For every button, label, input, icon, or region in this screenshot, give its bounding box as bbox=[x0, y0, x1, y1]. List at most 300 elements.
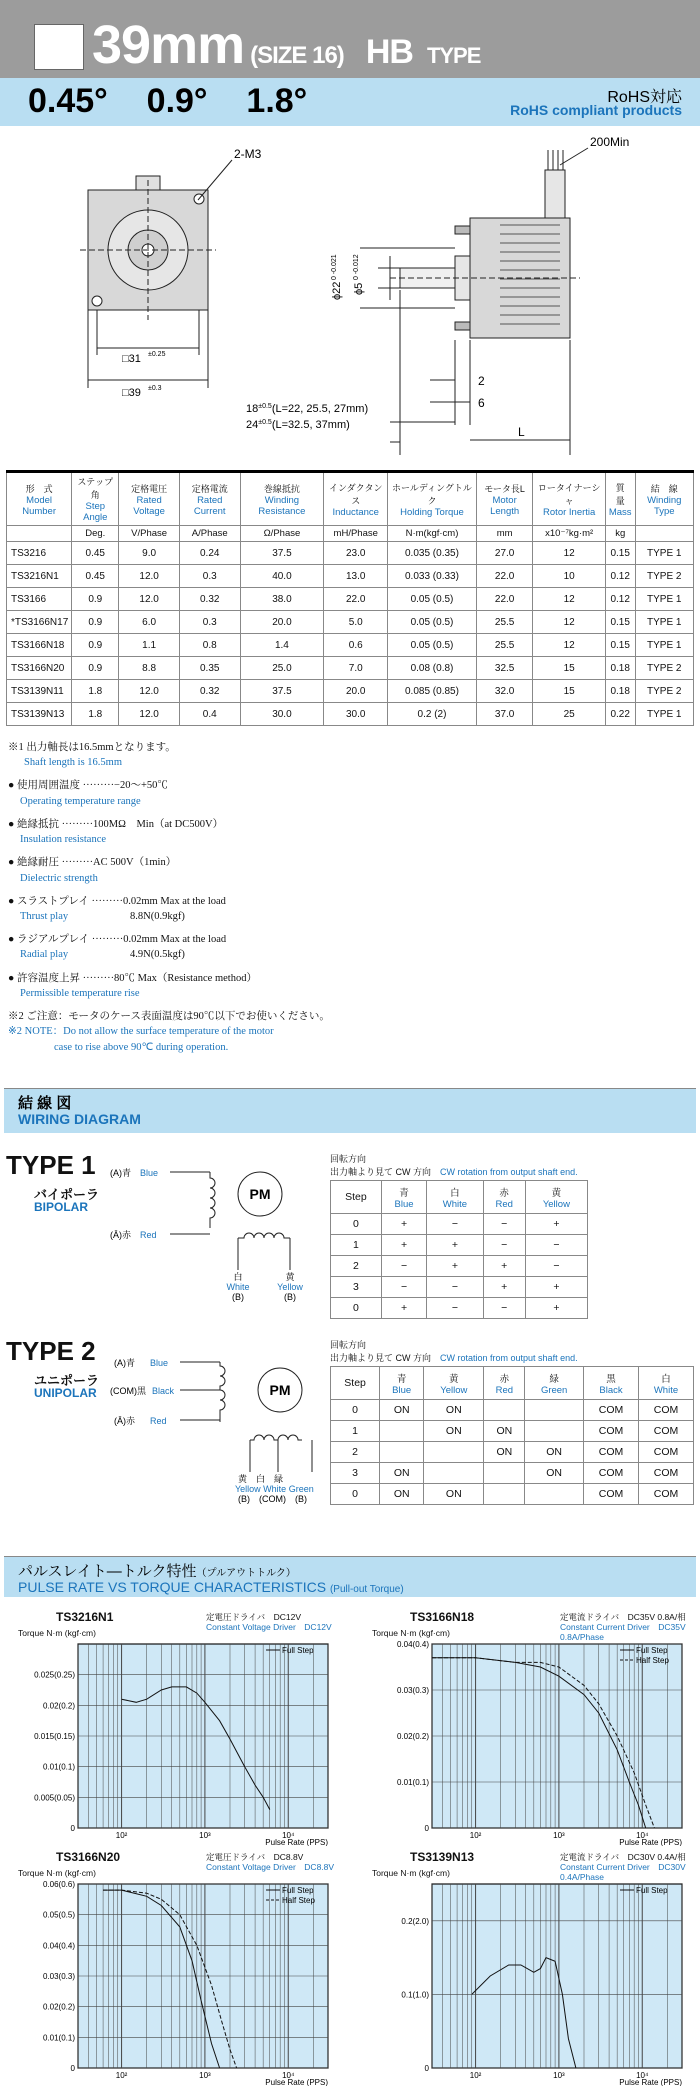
wire-color-jp: 青 bbox=[396, 1373, 407, 1385]
type-suffix: TYPE bbox=[426, 43, 481, 68]
note-radial-en: Radial play bbox=[20, 949, 69, 961]
spec-cell: 37.5 bbox=[240, 680, 324, 703]
legend-label: Full Step bbox=[282, 1646, 314, 1655]
note-caution-en1: ※2 NOTE：Do not allow the surface temperature of the motor bbox=[8, 1026, 274, 1038]
model-number-cell: TS3166N20 bbox=[7, 657, 72, 680]
legend-label: Half Step bbox=[282, 1896, 315, 1905]
header-jp: 質 量 bbox=[615, 482, 634, 506]
spec-cell: 25.0 bbox=[240, 657, 324, 680]
spec-cell: 32.5 bbox=[476, 657, 533, 680]
spec-cell: 38.0 bbox=[240, 588, 324, 611]
type2-en: UNIPOLAR bbox=[34, 1386, 97, 1400]
page-title bbox=[92, 14, 480, 76]
step-header: Step bbox=[331, 1181, 382, 1214]
note-thrust: ● スラストプレイ ·········0.02mm Max at the load bbox=[8, 895, 226, 907]
header-en: Rotor Inertia bbox=[543, 506, 596, 518]
plot-area bbox=[432, 1884, 682, 2068]
spec-cell: 0.05 (0.5) bbox=[388, 634, 477, 657]
wire-color-jp: 赤 bbox=[499, 1373, 510, 1385]
y-tick-label: 0.02(0.2) bbox=[42, 2002, 75, 2012]
spec-cell: 0.2 (2) bbox=[388, 703, 477, 726]
table-row bbox=[7, 611, 694, 634]
spec-header-cell bbox=[119, 472, 180, 526]
spec-cell: TYPE 1 bbox=[635, 611, 693, 634]
excitation-cell bbox=[484, 1400, 525, 1421]
spec-table-header bbox=[7, 472, 694, 526]
spec-cell: 1.8 bbox=[72, 680, 119, 703]
header-en: Winding Type bbox=[647, 494, 682, 517]
header-en: Motor Length bbox=[490, 494, 520, 517]
y-tick-label: 0.015(0.15) bbox=[34, 1732, 75, 1741]
dia5-label: ϕ5 bbox=[353, 282, 365, 295]
wire-color-header bbox=[381, 1181, 426, 1214]
torque-section-bar bbox=[4, 1556, 696, 1597]
excitation-cell: − bbox=[427, 1298, 483, 1319]
x-axis-label: Pulse Rate (PPS) bbox=[619, 2078, 682, 2086]
rotation-jp: 回転方向 bbox=[330, 1154, 367, 1164]
type2-wiring-diagram bbox=[110, 1350, 330, 1520]
y-tick-label: 0 bbox=[424, 2064, 429, 2073]
excitation-cell: + bbox=[483, 1256, 525, 1277]
torque-title-jp: パルスレイト―トルク特性（プルアウトトルク） bbox=[18, 1563, 296, 1580]
rohs-en: RoHS compliant products bbox=[510, 102, 682, 118]
wire-color-jp: 緑 bbox=[549, 1373, 559, 1385]
type1-wire-a-en: Blue bbox=[140, 1168, 159, 1178]
spec-cell: 0.4 bbox=[179, 703, 240, 726]
step-cell: 1 bbox=[331, 1421, 380, 1442]
type1-wire-white-code: (B) bbox=[232, 1292, 244, 1302]
spec-cell: 12.0 bbox=[119, 680, 180, 703]
excitation-cell: COM bbox=[639, 1484, 694, 1505]
excitation-cell: − bbox=[381, 1277, 426, 1298]
sequence-row bbox=[331, 1214, 588, 1235]
sequence-row bbox=[331, 1277, 588, 1298]
x-tick-label: 10² bbox=[469, 2071, 482, 2080]
torque-chart bbox=[6, 1610, 340, 1846]
model-number-cell: TS3139N11 bbox=[7, 680, 72, 703]
step-cell: 2 bbox=[331, 1442, 380, 1463]
spec-cell: 6.0 bbox=[119, 611, 180, 634]
wire-color-en: Green bbox=[540, 1384, 568, 1396]
excitation-cell bbox=[525, 1421, 584, 1442]
driver-jp: 定電流ドライバ bbox=[560, 1852, 620, 1862]
spec-table-units bbox=[7, 526, 694, 542]
y-tick-label: 0 bbox=[70, 2064, 75, 2073]
header-jp: 形 式 bbox=[25, 483, 53, 494]
spec-cell: 0.9 bbox=[72, 588, 119, 611]
excitation-cell bbox=[424, 1463, 484, 1484]
step-cell: 1 bbox=[331, 1235, 382, 1256]
wire-color-en: Yellow bbox=[542, 1198, 570, 1210]
spec-cell: 0.3 bbox=[179, 611, 240, 634]
header-jp: インダクタンス bbox=[329, 482, 383, 506]
spec-cell: 0.035 (0.35) bbox=[388, 542, 477, 565]
spec-header-cell bbox=[72, 472, 119, 526]
wire-color-header bbox=[584, 1367, 639, 1400]
excitation-cell: + bbox=[525, 1277, 587, 1298]
spec-cell: 0.18 bbox=[605, 657, 635, 680]
spec-header-cell bbox=[605, 472, 635, 526]
excitation-cell: − bbox=[483, 1235, 525, 1256]
spec-cell: 27.0 bbox=[476, 542, 533, 565]
type1-wire-abar: (Ā)赤 bbox=[110, 1230, 131, 1240]
spec-cell: 0.45 bbox=[72, 542, 119, 565]
y-tick-label: 0.005(0.05) bbox=[34, 1793, 75, 1803]
supply-jp: DC12V bbox=[273, 1612, 301, 1622]
size-note: (SIZE 16) bbox=[250, 42, 344, 69]
y-tick-label: 0.04(0.4) bbox=[396, 1640, 429, 1649]
torque-chart bbox=[360, 1610, 694, 1846]
wiring-title-en: WIRING DIAGRAM bbox=[18, 1111, 141, 1127]
type2-rotation bbox=[330, 1338, 578, 1364]
chart-title: TS3216N1 bbox=[56, 1610, 114, 1624]
excitation-cell bbox=[525, 1400, 584, 1421]
spec-cell: 10 bbox=[533, 565, 605, 588]
wire-color-en: White bbox=[442, 1198, 468, 1210]
excitation-cell: − bbox=[525, 1256, 587, 1277]
x-tick-label: 10⁴ bbox=[636, 1831, 649, 1840]
supply-en: DC30V 0.4A/Phase bbox=[560, 1862, 686, 1882]
sequence-row bbox=[331, 1298, 588, 1319]
model-number-cell: TS3216 bbox=[7, 542, 72, 565]
y-tick-label: 0.025(0.25) bbox=[34, 1670, 75, 1680]
spec-cell: 0.9 bbox=[72, 657, 119, 680]
type1-en: BIPOLAR bbox=[34, 1200, 88, 1214]
wire-color-header bbox=[525, 1181, 587, 1214]
page-header bbox=[0, 0, 700, 78]
supply-en: DC12V bbox=[304, 1622, 332, 1632]
spec-cell: 12.0 bbox=[119, 565, 180, 588]
spec-cell: 37.5 bbox=[240, 542, 324, 565]
spec-cell: 8.8 bbox=[119, 657, 180, 680]
y-tick-label: 0.2(2.0) bbox=[401, 1916, 429, 1926]
model-number-cell: TS3166N18 bbox=[7, 634, 72, 657]
notes-block bbox=[8, 740, 648, 1055]
spec-cell: TYPE 1 bbox=[635, 634, 693, 657]
spec-unit-cell: mH/Phase bbox=[324, 526, 388, 542]
x-tick-label: 10² bbox=[115, 2071, 128, 2080]
wire-color-jp: 白 bbox=[450, 1187, 460, 1199]
rotation-en: CW rotation from output shaft end. bbox=[440, 1167, 578, 1177]
step-cell: 3 bbox=[331, 1277, 382, 1298]
y-tick-label: 0 bbox=[70, 1824, 75, 1833]
wire-color-en: Black bbox=[599, 1384, 623, 1396]
y-tick-label: 0 bbox=[424, 1824, 429, 1833]
note-radial-val: 4.9N(0.5kgf) bbox=[130, 949, 185, 961]
table-row bbox=[7, 657, 694, 680]
driver-en: Constant Voltage Driver bbox=[206, 1862, 296, 1872]
rohs-jp: RoHS対応 bbox=[607, 89, 682, 106]
y-tick-label: 0.01(0.1) bbox=[396, 1778, 429, 1787]
spec-cell: 12 bbox=[533, 542, 605, 565]
supply-jp: DC35V 0.8A/相 bbox=[627, 1612, 686, 1622]
rotation-jp2: 出力軸より見て CW 方向 bbox=[330, 1353, 431, 1363]
header-en: Mass bbox=[608, 506, 632, 518]
excitation-cell: − bbox=[427, 1277, 483, 1298]
dim-2: 2 bbox=[478, 374, 485, 388]
type2-wire-abar: (Ā)赤 bbox=[114, 1416, 135, 1426]
spec-cell: 1.4 bbox=[240, 634, 324, 657]
series-box bbox=[34, 24, 84, 70]
note-shaft-jp: ※1 出力軸長は16.5mmとなります。 bbox=[8, 742, 176, 753]
wire-color-jp: 黒 bbox=[606, 1373, 616, 1385]
y-axis-label: Torque N·m (kgf·cm) bbox=[372, 1868, 450, 1878]
header-jp: 定格電流 bbox=[191, 483, 228, 494]
spec-header-cell bbox=[324, 472, 388, 526]
x-tick-label: 10³ bbox=[553, 2071, 565, 2080]
type2-wire-a: (A)青 bbox=[114, 1358, 135, 1368]
step-angles: 0.45° 0.9° 1.8° bbox=[28, 82, 308, 120]
note-dielectric: ● 絶縁耐圧 ·········AC 500V（1min） bbox=[8, 857, 177, 869]
spec-unit-cell: kg bbox=[605, 526, 635, 542]
spec-cell: TYPE 2 bbox=[635, 565, 693, 588]
table-row bbox=[7, 565, 694, 588]
spec-cell: 0.32 bbox=[179, 680, 240, 703]
excitation-cell: − bbox=[483, 1298, 525, 1319]
excitation-cell: − bbox=[381, 1256, 426, 1277]
wire-color-en: White bbox=[653, 1384, 679, 1396]
header-jp: 定格電圧 bbox=[131, 483, 168, 494]
spec-cell: 0.45 bbox=[72, 565, 119, 588]
spec-header-cell bbox=[635, 472, 693, 526]
spec-cell: TYPE 1 bbox=[635, 703, 693, 726]
note-temp-rise: ● 許容温度上昇 ·········80℃ Max（Resistance method） bbox=[8, 972, 257, 984]
type2-wire-com: (COM)黒 bbox=[110, 1386, 146, 1396]
spec-header-cell bbox=[240, 472, 324, 526]
wire-color-jp: 黄 bbox=[449, 1373, 459, 1385]
type1-wire-white-en: White bbox=[226, 1282, 250, 1292]
chart-title: TS3139N13 bbox=[410, 1850, 475, 1864]
step-cell: 0 bbox=[331, 1214, 382, 1235]
model-number-cell: *TS3166N17 bbox=[7, 611, 72, 634]
table-row bbox=[7, 703, 694, 726]
len24: $24^{\pm 0.5}(L=32.5$, 37mm) bbox=[246, 419, 350, 431]
excitation-cell: − bbox=[427, 1214, 483, 1235]
spec-cell: 32.0 bbox=[476, 680, 533, 703]
spec-cell: 30.0 bbox=[324, 703, 388, 726]
len18: $18^{\pm 0.5}(L=22$, 25.5, 27mm) bbox=[246, 403, 369, 415]
y-tick-label: 0.02(0.2) bbox=[42, 1701, 75, 1711]
model-number-cell: TS3166 bbox=[7, 588, 72, 611]
excitation-cell: ON bbox=[380, 1484, 424, 1505]
header-jp: 巻線抵抗 bbox=[263, 483, 300, 494]
spec-cell: 25 bbox=[533, 703, 605, 726]
dia22-tol: 0 -0.021 bbox=[331, 254, 338, 280]
spec-cell: 0.12 bbox=[605, 588, 635, 611]
y-tick-label: 0.03(0.3) bbox=[42, 1972, 75, 1981]
excitation-cell: ON bbox=[424, 1421, 484, 1442]
spec-cell: 0.033 (0.33) bbox=[388, 565, 477, 588]
spec-cell: 0.6 bbox=[324, 634, 388, 657]
driver-jp: 定電圧ドライバ bbox=[206, 1852, 266, 1862]
spec-cell: 22.0 bbox=[476, 565, 533, 588]
wire-color-header bbox=[484, 1367, 525, 1400]
wire-color-en: Red bbox=[495, 1198, 513, 1210]
step-cell: 0 bbox=[331, 1298, 382, 1319]
driver-jp: 定電流ドライバ bbox=[560, 1612, 620, 1622]
chart-title: TS3166N18 bbox=[410, 1610, 475, 1624]
spec-unit-cell: mm bbox=[476, 526, 533, 542]
step-cell: 3 bbox=[331, 1463, 380, 1484]
y-axis-label: Torque N·m (kgf·cm) bbox=[372, 1628, 450, 1638]
x-tick-label: 10⁴ bbox=[282, 2071, 295, 2080]
excitation-cell: COM bbox=[584, 1400, 639, 1421]
note-insulation-en: Insulation resistance bbox=[20, 834, 107, 846]
spec-cell: 0.35 bbox=[179, 657, 240, 680]
excitation-cell: ON bbox=[380, 1400, 424, 1421]
excitation-cell: COM bbox=[639, 1442, 694, 1463]
dia22-label: ϕ22 bbox=[331, 281, 343, 300]
spec-table bbox=[6, 470, 694, 726]
sequence-row bbox=[331, 1484, 694, 1505]
excitation-cell: ON bbox=[484, 1421, 525, 1442]
spec-cell: 15 bbox=[533, 680, 605, 703]
table-row bbox=[7, 634, 694, 657]
wire-color-header bbox=[525, 1367, 584, 1400]
note-shaft-en: Shaft length is 16.5mm bbox=[24, 757, 122, 769]
chart-driver bbox=[206, 1612, 332, 1632]
model-number-cell: TS3139N13 bbox=[7, 703, 72, 726]
wiring-title-jp: 結 線 図 bbox=[18, 1095, 72, 1112]
spec-unit-cell: N·m(kgf·cm) bbox=[388, 526, 477, 542]
spec-cell: TYPE 2 bbox=[635, 657, 693, 680]
type1-wire-yellow-en: Yellow bbox=[277, 1282, 303, 1292]
excitation-cell bbox=[424, 1442, 484, 1463]
spec-unit-cell: Ω/Phase bbox=[240, 526, 324, 542]
y-tick-label: 0.1(1.0) bbox=[401, 1990, 429, 2000]
spec-cell: 13.0 bbox=[324, 565, 388, 588]
wire-color-header bbox=[380, 1367, 424, 1400]
y-tick-label: 0.04(0.4) bbox=[42, 1941, 75, 1951]
x-axis-label: Pulse Rate (PPS) bbox=[265, 2078, 328, 2086]
excitation-cell: COM bbox=[584, 1442, 639, 1463]
motor-type: HB bbox=[365, 33, 413, 71]
rotation-jp: 回転方向 bbox=[330, 1340, 367, 1350]
header-jp: ステップ角 bbox=[77, 477, 114, 500]
spec-cell: 0.15 bbox=[605, 634, 635, 657]
spec-cell: 0.15 bbox=[605, 611, 635, 634]
dia5-tol: 0 -0.012 bbox=[353, 254, 360, 280]
spec-cell: 0.32 bbox=[179, 588, 240, 611]
spec-cell: 0.05 (0.5) bbox=[388, 588, 477, 611]
spec-cell: 0.22 bbox=[605, 703, 635, 726]
x-tick-label: 10² bbox=[469, 1831, 482, 1840]
type1-wire-abar-en: Red bbox=[140, 1230, 157, 1240]
y-tick-label: 0.02(0.2) bbox=[396, 1732, 429, 1741]
note-caution-en2: case to rise above 90℃ during operation. bbox=[54, 1041, 229, 1053]
type1-label: TYPE 1 bbox=[6, 1150, 96, 1180]
table-row bbox=[7, 680, 694, 703]
note-temp-rise-en: Permissible temperature rise bbox=[20, 987, 140, 999]
header-en: Rated Voltage bbox=[133, 494, 165, 517]
wire-color-jp: 黄 bbox=[551, 1187, 562, 1199]
dim-6: 6 bbox=[478, 396, 485, 410]
spec-cell: 0.3 bbox=[179, 565, 240, 588]
excitation-cell: + bbox=[525, 1214, 587, 1235]
step-cell: 0 bbox=[331, 1400, 380, 1421]
spec-cell: 0.9 bbox=[72, 611, 119, 634]
spec-unit-cell: V/Phase bbox=[119, 526, 180, 542]
spec-cell: 12.0 bbox=[119, 703, 180, 726]
spec-cell: 12.0 bbox=[119, 588, 180, 611]
note-op-temp: ● 使用周囲温度 ·········−20～+50℃ bbox=[8, 780, 168, 792]
wire-color-header bbox=[427, 1181, 483, 1214]
supply-jp: DC8.8V bbox=[273, 1852, 304, 1862]
spec-header-cell bbox=[388, 472, 477, 526]
spec-cell: 25.5 bbox=[476, 634, 533, 657]
type2-bottom-jp: 黄 白 緑 bbox=[238, 1474, 284, 1484]
sequence-row bbox=[331, 1463, 694, 1484]
x-axis-label: Pulse Rate (PPS) bbox=[265, 1838, 328, 1846]
excitation-cell: COM bbox=[639, 1400, 694, 1421]
torque-title-en: PULSE RATE VS TORQUE CHARACTERISTICS (Pull-out Torque) bbox=[18, 1579, 404, 1595]
spec-cell: 5.0 bbox=[324, 611, 388, 634]
header-en: Winding Resistance bbox=[258, 494, 306, 517]
y-tick-label: 0.03(0.3) bbox=[396, 1686, 429, 1695]
wire-color-en: Blue bbox=[392, 1384, 412, 1396]
lead-length-label: 200Min bbox=[590, 135, 630, 149]
spec-cell: 0.9 bbox=[72, 634, 119, 657]
pm-symbol: PM bbox=[249, 1186, 271, 1202]
wire-color-en: Blue bbox=[394, 1198, 414, 1210]
wire-color-en: Red bbox=[495, 1384, 514, 1396]
chart-plot bbox=[6, 1640, 340, 1846]
spec-cell: 22.0 bbox=[476, 588, 533, 611]
type1-wire-yellow: 黄 bbox=[285, 1272, 295, 1282]
type1-wire-yellow-code: (B) bbox=[284, 1292, 296, 1302]
holes-label: 2-M3 bbox=[234, 147, 262, 161]
excitation-cell: − bbox=[525, 1235, 587, 1256]
y-axis-label: Torque N·m (kgf·cm) bbox=[18, 1868, 96, 1878]
y-axis-label: Torque N·m (kgf·cm) bbox=[18, 1628, 96, 1638]
excitation-cell bbox=[380, 1442, 424, 1463]
y-tick-label: 0.05(0.5) bbox=[42, 1910, 75, 1920]
spec-header-cell bbox=[179, 472, 240, 526]
model-number-cell: TS3216N1 bbox=[7, 565, 72, 588]
sq31-label: □31 bbox=[122, 353, 141, 365]
spec-unit-cell: A/Phase bbox=[179, 526, 240, 542]
step-cell: 0 bbox=[331, 1484, 380, 1505]
header-en: Step Angle bbox=[83, 501, 108, 523]
excitation-cell: + bbox=[381, 1298, 426, 1319]
note-caution-jp: ※2 ご注意：モータのケース表面温度は90℃以下でお使いください。 bbox=[8, 1011, 330, 1023]
step-cell: 2 bbox=[331, 1256, 382, 1277]
chart-plot bbox=[360, 1880, 694, 2086]
dimension-drawing bbox=[0, 130, 700, 460]
excitation-cell: ON bbox=[424, 1484, 484, 1505]
excitation-cell: + bbox=[381, 1235, 426, 1256]
x-tick-label: 10³ bbox=[199, 2071, 211, 2080]
dim-l: L bbox=[518, 425, 525, 439]
header-jp: モータ長L bbox=[484, 483, 525, 494]
sequence-row bbox=[331, 1442, 694, 1463]
note-dielectric-en: Dielectric strength bbox=[20, 872, 98, 884]
excitation-cell bbox=[525, 1484, 584, 1505]
driver-en: Constant Current Driver bbox=[560, 1862, 650, 1872]
driver-jp: 定電圧ドライバ bbox=[206, 1612, 266, 1622]
spec-cell: 22.0 bbox=[324, 588, 388, 611]
spec-cell: 9.0 bbox=[119, 542, 180, 565]
type2-wire-com-en: Black bbox=[152, 1386, 175, 1396]
sq39-label: □39 bbox=[122, 387, 141, 399]
excitation-cell: + bbox=[427, 1235, 483, 1256]
sequence-row bbox=[331, 1400, 694, 1421]
excitation-cell: ON bbox=[525, 1442, 584, 1463]
x-tick-label: 10³ bbox=[553, 1831, 565, 1840]
excitation-cell: ON bbox=[380, 1463, 424, 1484]
type2-wire-a-en: Blue bbox=[150, 1358, 169, 1368]
spec-cell: 40.0 bbox=[240, 565, 324, 588]
